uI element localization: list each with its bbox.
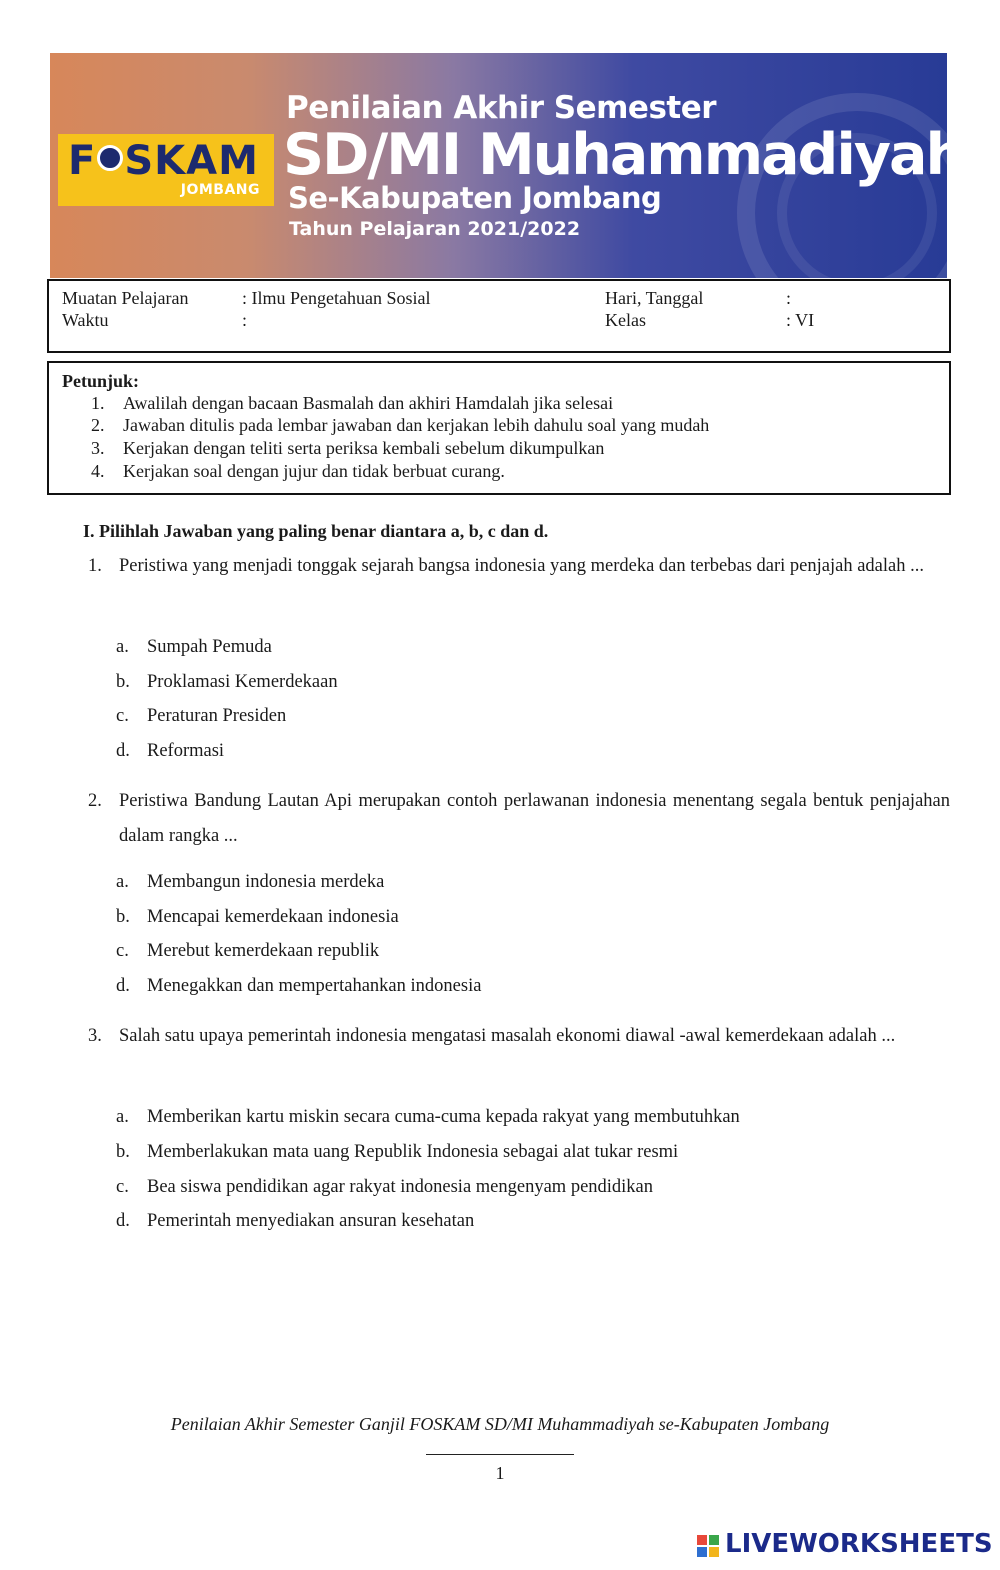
muatan-label: Muatan Pelajaran (62, 288, 189, 308)
page-footer: Penilaian Akhir Semester Ganjil FOSKAM SD/MI Muhammadiyah se-Kabupaten Jombang (170, 1414, 830, 1434)
instruction-item: 2. Jawaban ditulis pada lembar jawaban dan kerjakan lebih dahulu soal yang mudah (91, 415, 710, 435)
liveworksheets-grid-icon (697, 1535, 721, 1559)
section-title: I. Pilihlah Jawaban yang paling benar diantara a, b, c dan d. (83, 521, 549, 541)
option-1a[interactable]: a. Sumpah Pemuda (116, 637, 272, 657)
option-1b[interactable]: b. Proklamasi Kemerdekaan (116, 672, 338, 692)
banner-year: Tahun Pelajaran 2021/2022 (289, 218, 581, 240)
page-number: 1 (495, 1463, 505, 1483)
option-2a[interactable]: a. Membangun indonesia merdeka (116, 872, 385, 892)
liveworksheets-text: LIVEWORKSHEETS (725, 1529, 993, 1559)
banner-title-3: Se-Kabupaten Jombang (288, 181, 662, 215)
option-3b[interactable]: b. Memberlakukan mata uang Republik Indonesia sebagai alat tukar resmi (116, 1142, 679, 1162)
foskam-logo (58, 134, 274, 206)
hari-value: : (786, 288, 792, 308)
logo-text-right: SKAM (124, 138, 259, 184)
banner-title-2: SD/MI Muhammadiyah (283, 122, 965, 188)
instruction-item: 1. Awalilah dengan bacaan Basmalah dan akhiri Hamdalah jika selesai (91, 393, 614, 413)
instructions-box (47, 361, 951, 495)
instructions-title: Petunjuk: (62, 371, 140, 391)
option-2b[interactable]: b. Mencapai kemerdekaan indonesia (116, 907, 399, 927)
option-3d[interactable]: d. Pemerintah menyediakan ansuran kesehatan (116, 1211, 475, 1231)
kelas-value: : VI (786, 310, 815, 330)
exam-info-box (47, 279, 951, 353)
question-text: Peristiwa yang menjadi tonggak sejarah bangsa indonesia yang merdeka dan terbebas dari penjajah adalah ... (119, 556, 924, 576)
logo-subtitle: JOMBANG (180, 182, 260, 198)
option-2c[interactable]: c. Merebut kemerdekaan republik (116, 941, 380, 961)
question-1: 1. Peristiwa yang menjadi tonggak sejarah bangsa indonesia yang merdeka dan terbebas dari penjajah adalah ... (88, 549, 950, 584)
option-3a[interactable]: a. Memberikan kartu miskin secara cuma-cuma kepada rakyat yang membutuhkan (116, 1107, 740, 1127)
instruction-item: 3. Kerjakan dengan teliti serta periksa kembali sebelum dikumpulkan (91, 438, 605, 458)
question-text: Salah satu upaya pemerintah indonesia mengatasi masalah ekonomi diawal -awal kemerdekaan adalah ... (119, 1026, 896, 1046)
option-2d[interactable]: d. Menegakkan dan mempertahankan indonesia (116, 976, 482, 996)
kelas-label: Kelas (605, 310, 646, 330)
logo-text-left: F (68, 138, 97, 184)
option-1d[interactable]: d. Reformasi (116, 741, 225, 761)
hari-label: Hari, Tanggal (605, 288, 704, 308)
banner-title-1: Penilaian Akhir Semester (286, 90, 717, 126)
footer-divider (426, 1454, 574, 1455)
muatan-value: : Ilmu Pengetahuan Sosial (242, 288, 431, 308)
logo-text (68, 138, 259, 184)
question-text: Peristiwa Bandung Lautan Api merupakan contoh perlawanan indonesia menentang segala bentuk penjajahan dalam rangka ... (119, 791, 950, 846)
option-1c[interactable]: c. Peraturan Presiden (116, 706, 287, 726)
waktu-value: : (242, 310, 248, 330)
option-3c[interactable]: c. Bea siswa pendidikan agar rakyat indonesia mengenyam pendidikan (116, 1177, 654, 1197)
logo-seal-icon (97, 145, 123, 171)
instruction-item: 4. Kerjakan soal dengan jujur dan tidak berbuat curang. (91, 461, 505, 481)
waktu-label: Waktu (62, 310, 109, 330)
question-2: 2. Peristiwa Bandung Lautan Api merupakan contoh perlawanan indonesia menentang segala bentuk penjajahan dalam rangka ... (88, 784, 950, 854)
question-3: 3. Salah satu upaya pemerintah indonesia mengatasi masalah ekonomi diawal -awal kemerdekaan adalah ... (88, 1019, 950, 1054)
